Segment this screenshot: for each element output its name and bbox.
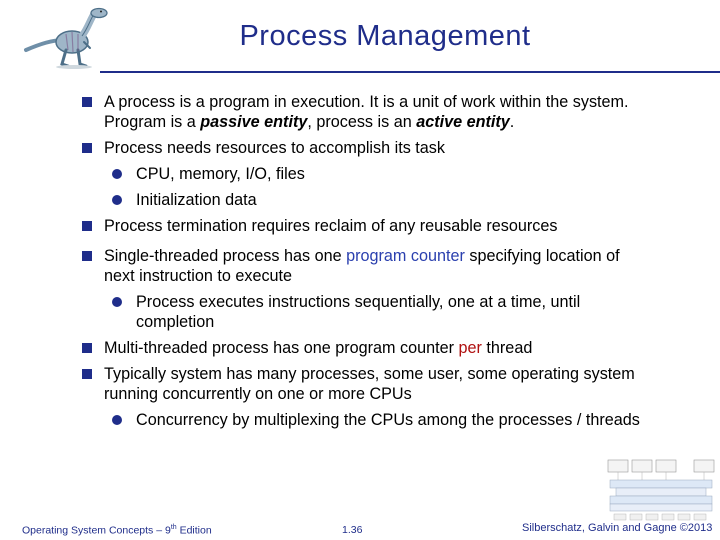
round-bullet-icon [112,169,122,179]
footer-authors: Silberschatz, Galvin and Gagne ©2013 [522,522,713,534]
bullet-multi-threaded: Multi-threaded process has one program counter per thread [82,338,642,358]
round-bullet-icon [112,297,122,307]
term-program-counter: program counter [346,247,465,265]
subbullet-cpu-memory: CPU, memory, I/O, files [82,164,642,184]
bullet-list [82,92,642,436]
square-bullet-icon [82,343,92,353]
bullet-single-threaded: Single-threaded process has one program counter specifying location of next instruction to execute [82,246,642,286]
term-active-entity: active entity [416,113,510,131]
bullet-process-definition: A process is a program in execution. It is a unit of work within the system. Program is a passive entity, process is an active entity. [82,92,642,132]
square-bullet-icon [82,369,92,379]
round-bullet-icon [112,415,122,425]
footer-page-number: 1.36 [342,524,363,536]
square-bullet-icon [82,143,92,153]
subbullet-initialization: Initialization data [82,190,642,210]
title-divider [100,71,720,73]
term-passive-entity: passive entity [200,113,308,131]
bullet-resources: Process needs resources to accomplish its task [82,138,642,158]
round-bullet-icon [112,195,122,205]
slide-title: Process Management [239,20,531,52]
square-bullet-icon [82,97,92,107]
subbullet-sequential: Process executes instructions sequentially, one at a time, until completion [82,292,642,332]
title-bar [0,0,720,72]
square-bullet-icon [82,221,92,231]
square-bullet-icon [82,251,92,261]
term-per: per [458,339,482,357]
os-structure-thumbnail [604,458,716,524]
dinosaur-icon [22,4,114,70]
subbullet-concurrency: Concurrency by multiplexing the CPUs among the processes / threads [82,410,642,430]
footer-book-title: Operating System Concepts – 9th Edition [22,524,212,537]
bullet-termination: Process termination requires reclaim of any reusable resources [82,216,642,236]
bullet-many-processes: Typically system has many processes, some user, some operating system running concurrently on one or more CPUs [82,364,642,404]
